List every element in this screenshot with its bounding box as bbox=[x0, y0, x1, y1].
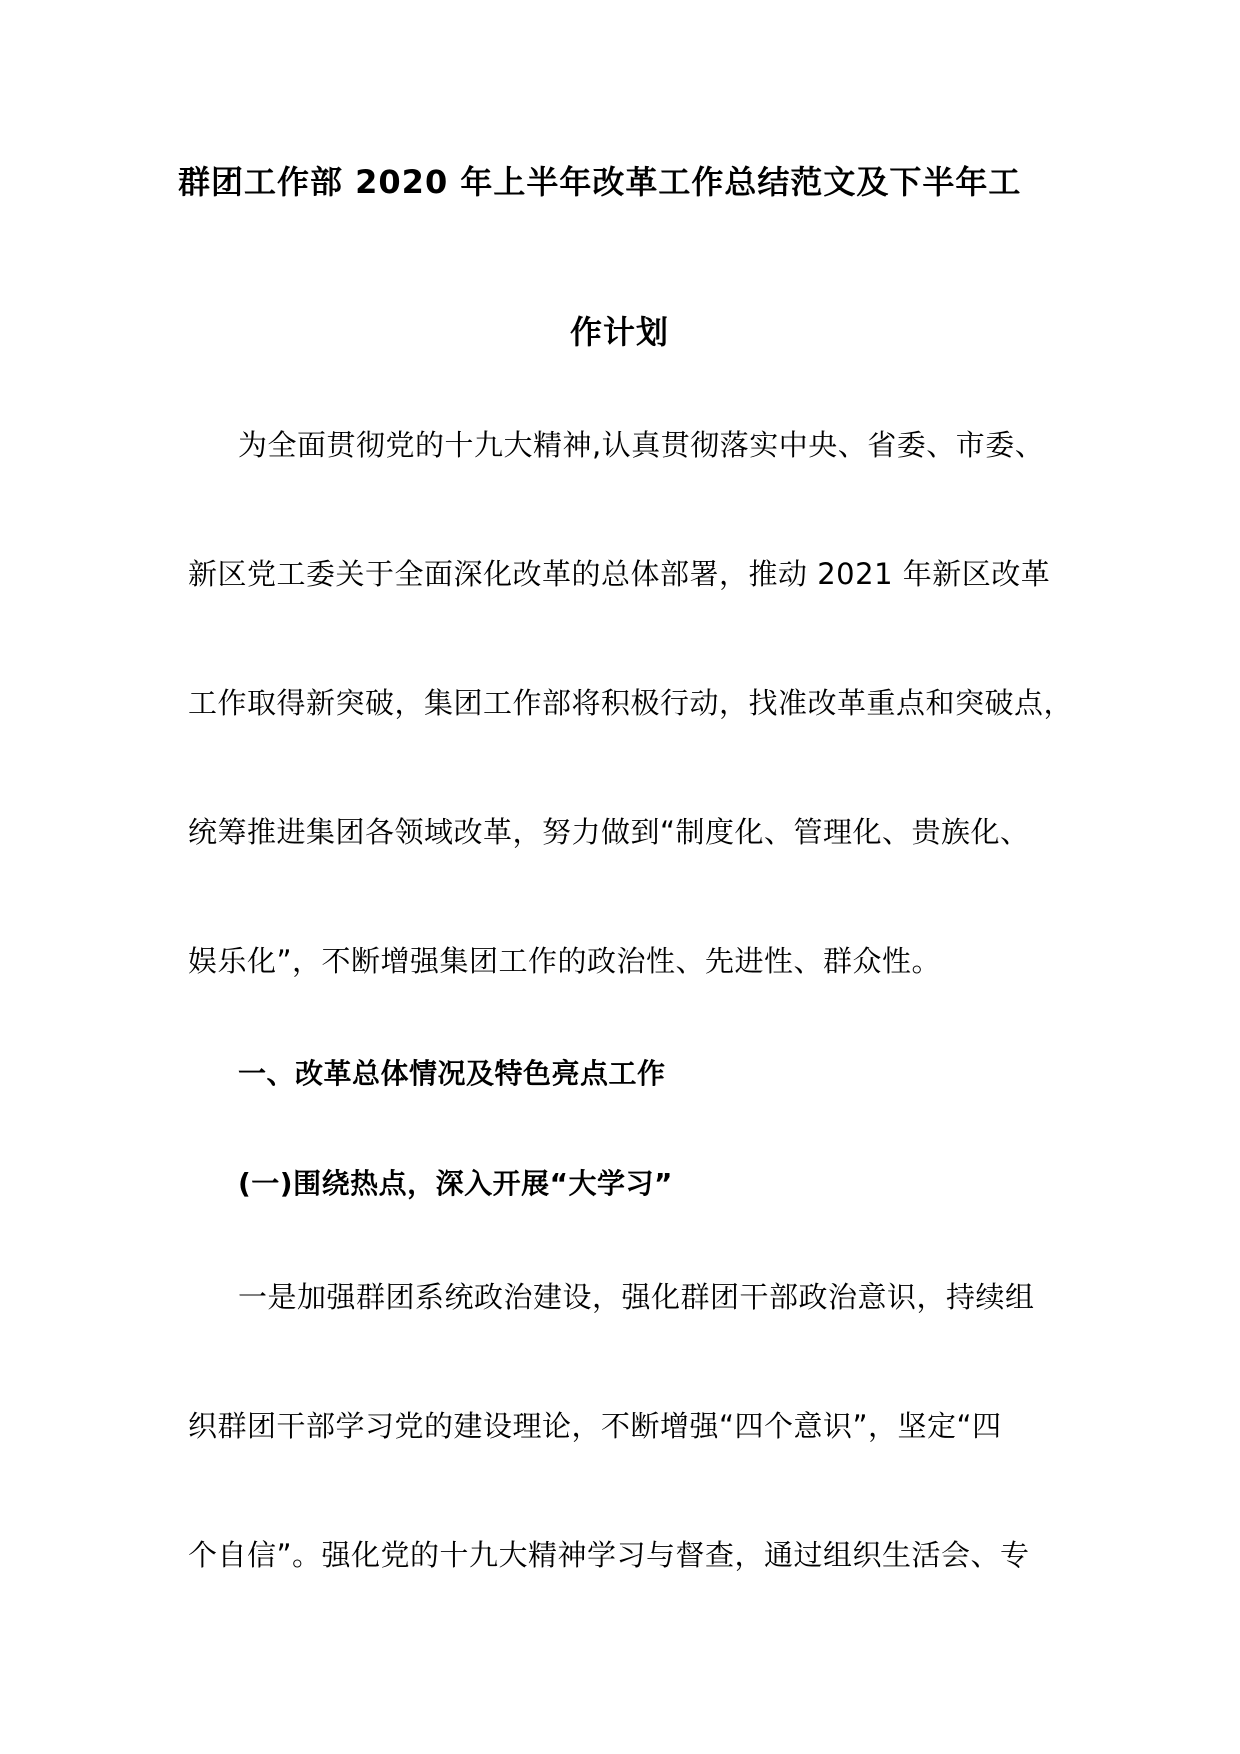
intro-line-3: 工作取得新突破，集团工作部将积极行动，找准改革重点和突破点， bbox=[188, 686, 1074, 720]
document-title-line-1: 群团工作部 2020 年上半年改革工作总结范文及下半年工 bbox=[178, 163, 1022, 201]
body-line-2: 织群团干部学习党的建设理论，不断增强“四个意识”，坚定“四 bbox=[188, 1409, 1002, 1443]
document-title-line-2: 作计划 bbox=[570, 313, 670, 351]
subsection-1-heading: (一)围绕热点，深入开展“大学习” bbox=[238, 1167, 673, 1200]
body-line-3: 个自信”。强化党的十九大精神学习与督查，通过组织生活会、专 bbox=[188, 1538, 1030, 1572]
body-line-1: 一是加强群团系统政治建设，强化群团干部政治意识，持续组 bbox=[238, 1280, 1035, 1314]
intro-line-1: 为全面贯彻党的十九大精神,认真贯彻落实中央、省委、市委、 bbox=[238, 428, 1045, 462]
section-1-heading: 一、改革总体情况及特色亮点工作 bbox=[238, 1057, 666, 1090]
intro-line-5: 娱乐化”，不断增强集团工作的政治性、先进性、群众性。 bbox=[188, 944, 942, 978]
intro-line-4: 统筹推进集团各领域改革，努力做到“制度化、管理化、贵族化、 bbox=[188, 815, 1030, 849]
intro-line-2: 新区党工委关于全面深化改革的总体部署，推动 2021 年新区改革 bbox=[188, 557, 1051, 591]
